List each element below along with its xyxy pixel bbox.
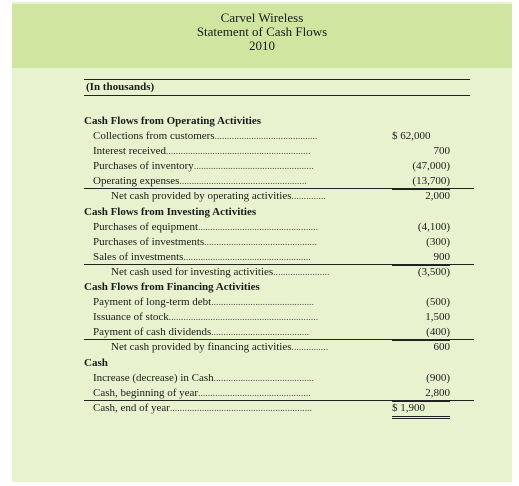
leader-dots: ................................................. xyxy=(198,221,319,232)
line-item xyxy=(84,371,474,386)
line-label: Payment of long-term debt xyxy=(93,296,212,309)
leader-dots: ......................................... xyxy=(213,372,315,383)
leader-dots: .......................................... xyxy=(214,131,318,142)
line-label: Purchases of inventory xyxy=(93,160,194,173)
leader-dots: .................................................... xyxy=(179,176,307,187)
statement-header xyxy=(12,4,512,68)
line-amount: (300) xyxy=(426,235,450,248)
subtotal-label: Net cash used for investing activities xyxy=(111,265,274,278)
line-label: Interest received xyxy=(93,145,166,158)
subtotal-amount: (3,500) xyxy=(417,265,450,278)
leader-dots: ............................................................. xyxy=(168,312,319,323)
line-amount: (400) xyxy=(392,325,450,341)
leader-dots: ........................................................... xyxy=(165,146,311,157)
line-label: Collections from customers xyxy=(93,130,215,143)
line-item xyxy=(84,129,474,144)
leader-dots: .................................................... xyxy=(183,251,311,262)
line-amount: (900) xyxy=(426,371,450,384)
line-item xyxy=(84,220,474,235)
line-amount: 2,800 xyxy=(392,386,450,402)
line-item xyxy=(84,235,474,250)
leader-dots: ................................................. xyxy=(193,161,314,172)
line-item xyxy=(84,310,474,325)
subtotal-amount: 2,000 xyxy=(425,190,450,203)
leader-dots: .............. xyxy=(291,191,326,202)
line-amount: (500) xyxy=(426,296,450,309)
line-label: Cash, end of year xyxy=(93,401,170,414)
section-label: Cash Flows from Financing Activities xyxy=(84,281,260,294)
line-amount: (4,100) xyxy=(417,220,450,233)
leader-dots: .............................................. xyxy=(198,387,311,398)
line-item xyxy=(84,144,474,159)
line-item xyxy=(84,250,474,265)
line-label: Issuance of stock xyxy=(93,311,169,324)
subtotal-label: Net cash provided by operating activities xyxy=(111,190,292,203)
subtotal-row xyxy=(84,340,474,355)
subtotal-row xyxy=(84,265,474,280)
leader-dots: .............................................. xyxy=(204,236,317,247)
line-item xyxy=(84,386,474,401)
section-label: Cash Flows from Investing Activities xyxy=(84,205,257,218)
section-operating xyxy=(84,114,474,129)
section-label: Cash xyxy=(84,356,108,369)
section-financing xyxy=(84,280,474,295)
statement-year: 2010 xyxy=(249,38,275,53)
line-item xyxy=(84,295,474,310)
line-amount: (13,700) xyxy=(392,174,450,190)
company-name: Carvel Wireless xyxy=(220,10,304,25)
subtotal-amount: 600 xyxy=(433,341,450,354)
line-amount: $ 62,000 xyxy=(392,130,431,143)
units-label: (In thousands) xyxy=(84,79,470,96)
leader-dots: ....................... xyxy=(273,266,330,277)
line-label: Cash, beginning of year xyxy=(93,386,199,399)
line-amount: (47,000) xyxy=(412,160,450,173)
line-label: Operating expenses xyxy=(93,175,180,188)
line-label: Purchases of equipment xyxy=(93,220,199,233)
line-amount: 700 xyxy=(433,145,450,158)
line-label: Payment of cash dividends xyxy=(93,326,212,339)
statement-title: Statement of Cash Flows xyxy=(196,24,328,39)
line-label: Increase (decrease) in Cash xyxy=(93,371,214,384)
leader-dots: .......................................................... xyxy=(169,402,313,413)
statement-panel xyxy=(12,2,512,482)
leader-dots: .......................................... xyxy=(211,297,315,308)
line-item xyxy=(84,325,474,340)
total-amount: $ 1,900 xyxy=(392,401,450,419)
subtotal-row xyxy=(84,189,474,204)
leader-dots: ........................................ xyxy=(211,327,310,338)
section-cash xyxy=(84,356,474,371)
cash-flow-table xyxy=(84,114,474,416)
line-label: Purchases of investments xyxy=(93,235,205,248)
line-amount: 1,500 xyxy=(425,311,450,324)
line-amount: 900 xyxy=(392,250,450,266)
line-label: Sales of investments xyxy=(93,250,184,263)
line-item xyxy=(84,159,474,174)
subtotal-label: Net cash provided by financing activities xyxy=(111,341,292,354)
leader-dots: ............... xyxy=(291,342,329,353)
section-investing xyxy=(84,205,474,220)
section-label: Cash Flows from Operating Activities xyxy=(84,115,262,127)
line-item xyxy=(84,174,474,189)
line-item xyxy=(84,401,474,416)
